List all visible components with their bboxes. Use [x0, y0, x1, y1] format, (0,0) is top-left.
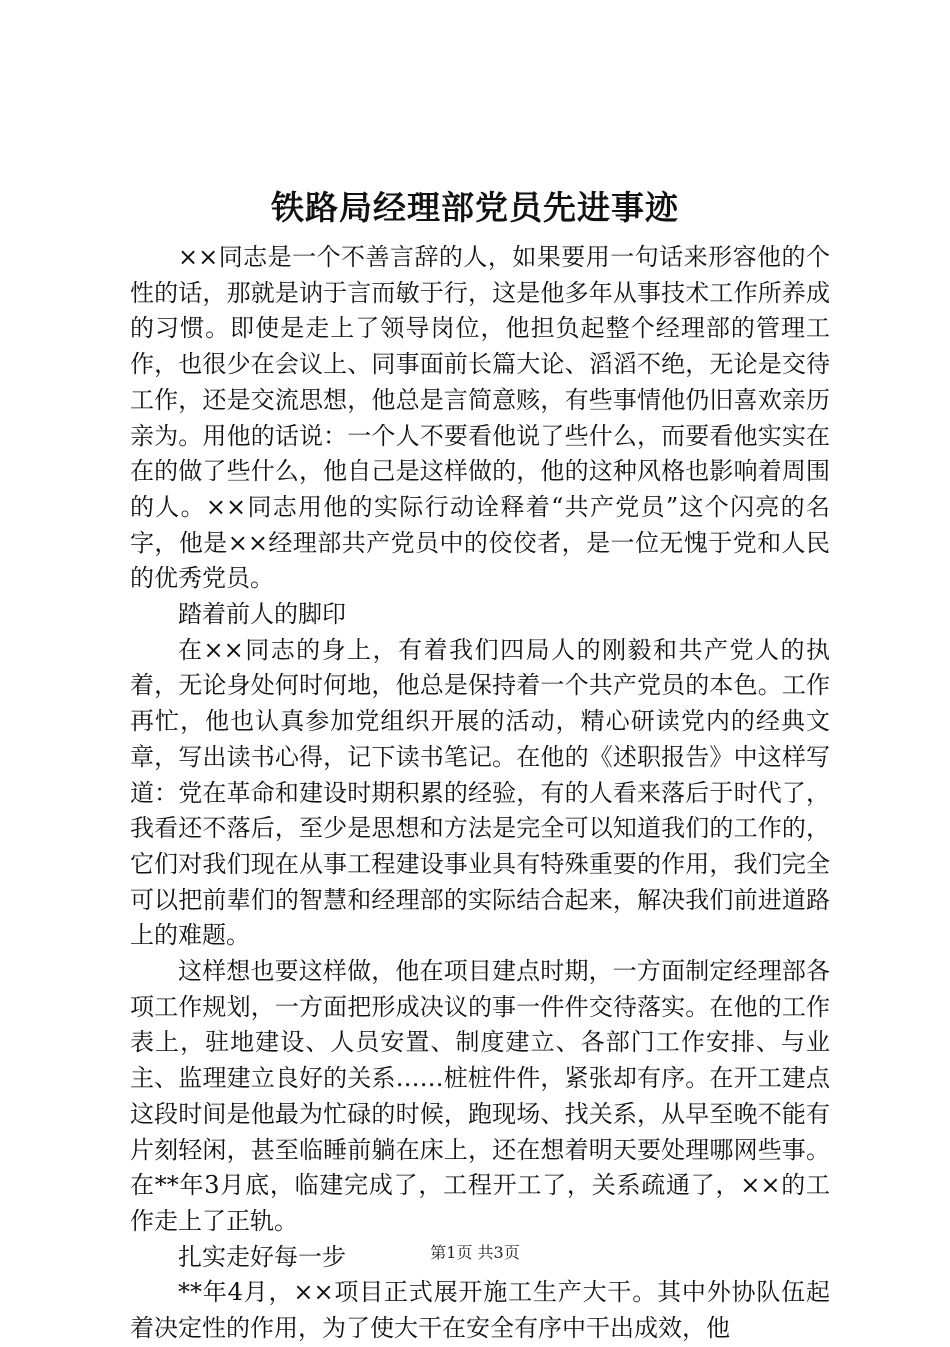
- page-number-footer: 第1页 共3页: [430, 1243, 520, 1262]
- paragraph-construction: **年4月，××项目正式展开施工生产大干。其中外协队伍起着决定性的作用，为了使大干在安全有序中干出成效，他: [130, 1278, 830, 1343]
- paragraph-intro: ××同志是一个不善言辞的人，如果要用一句话来形容他的个性的话，那就是讷于言而敏于行，这是他多年从事技术工作所养成的习惯。即使是走上了领导岗位，他担负起整个经理部的管理工作，也很少在会议上、同事面前长篇大论、滔滔不绝，无论是交待工作，还是交流思想，他总是言简意赅，有些事情他仍旧喜欢亲历亲为。用他的话说：一个人不要看他说了些什么，而要看他实实在在的做了些什么，他自己是这样做的，他的这种风格也影响着周围的人。××同志用他的实际行动诠释着“共产党员”这个闪亮的名字，他是××经理部共产党员中的佼佼者，是一位无愧于党和人民的优秀党员。: [130, 243, 830, 593]
- section-heading-footsteps: 踏着前人的脚印: [178, 600, 346, 629]
- document-body: [130, 240, 830, 1347]
- paragraph-tenacity: 在××同志的身上，有着我们四局人的刚毅和共产党人的执着，无论身处何时何地，他总是保持着一个共产党员的本色。工作再忙，他也认真参加党组织开展的活动，精心研读党内的经典文章，写出读书心得，记下读书笔记。在他的《述职报告》中这样写道：党在革命和建设时期积累的经验，有的人看来落后于时代了，我看还不落后，至少是思想和方法是完全可以知道我们的工作的，它们对我们现在从事工程建设事业具有特殊重要的作用，我们完全可以把前辈们的智慧和经理部的实际结合起来，解决我们前进道路上的难题。: [130, 635, 830, 950]
- paragraph-project-setup: 这样想也要这样做，他在项目建点时期，一方面制定经理部各项工作规划，一方面把形成决议的事一件件交待落实。在他的工作表上，驻地建设、人员安置、制度建立、各部门工作安排、与业主、监理建立良好的关系……桩桩件件，紧张却有序。在开工建点这段时间是他最为忙碌的时候，跑现场、找关系，从早至晚不能有片刻轻闲，甚至临睡前躺在床上，还在想着明天要处理哪网些事。在**年3月底，临建完成了，工程开工了，关系疏通了，××的工作走上了正轨。: [130, 957, 830, 1235]
- document-title: 铁路局经理部党员先进事迹: [271, 188, 679, 227]
- section-heading-every-step: 扎实走好每一步: [178, 1242, 346, 1271]
